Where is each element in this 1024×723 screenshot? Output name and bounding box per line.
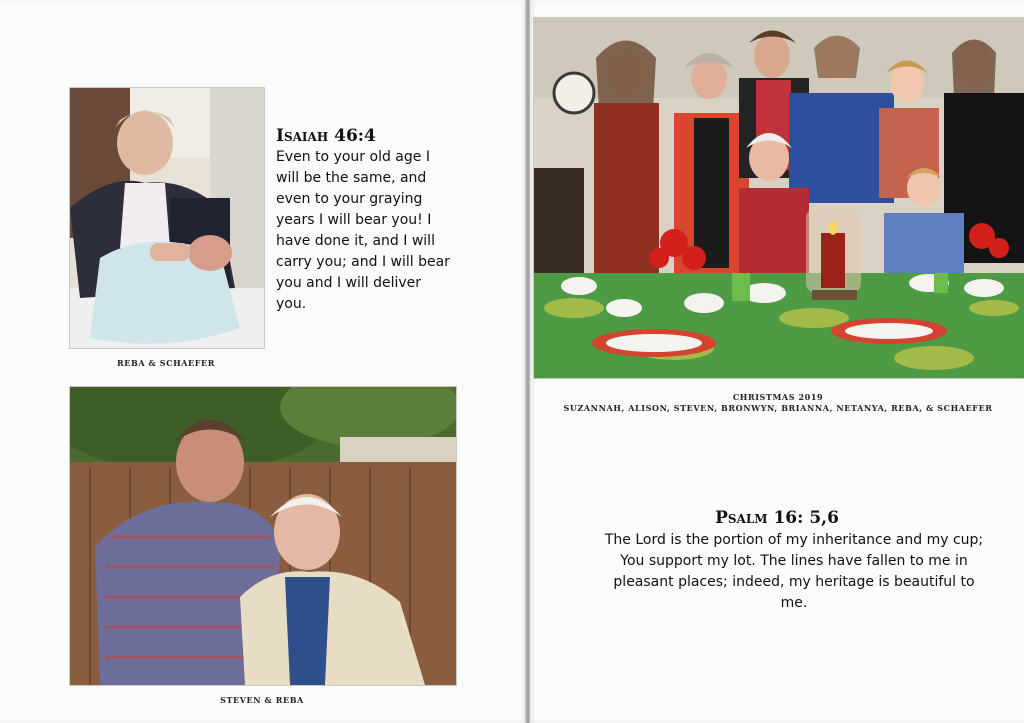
verse-text: Even to your old age I will be the same, and even to your graying years I will bear you! I have done it, and I will carry you; and I will bear you and I will deliver you. [276, 149, 450, 312]
right-page [530, 0, 1024, 723]
verse-text: The Lord is the portion of my inheritance and my cup; You support my lot. The lines have fallen to me in pleasant places; indeed, my heritage is beautiful to me. [604, 532, 984, 611]
photo-caption-names: SUZANNAH, ALISON, STEVEN, BRONWYN, BRIANNA, NETANYA, REBA, & SCHAEFER [563, 403, 993, 413]
verse-reference: Isaiah 46:4 [276, 126, 376, 146]
photo-reba-and-schaefer [69, 87, 265, 349]
photo-christmas-2019 [533, 17, 1024, 379]
photo-caption-title: CHRISTMAS 2019 [732, 392, 824, 402]
photo-caption: STEVEN & REBA [220, 695, 304, 705]
photo-caption: REBA & SCHAEFER [117, 358, 215, 368]
photo-steven-and-reba [69, 386, 457, 686]
verse-reference: Psalm 16: 5,6 [715, 508, 839, 528]
